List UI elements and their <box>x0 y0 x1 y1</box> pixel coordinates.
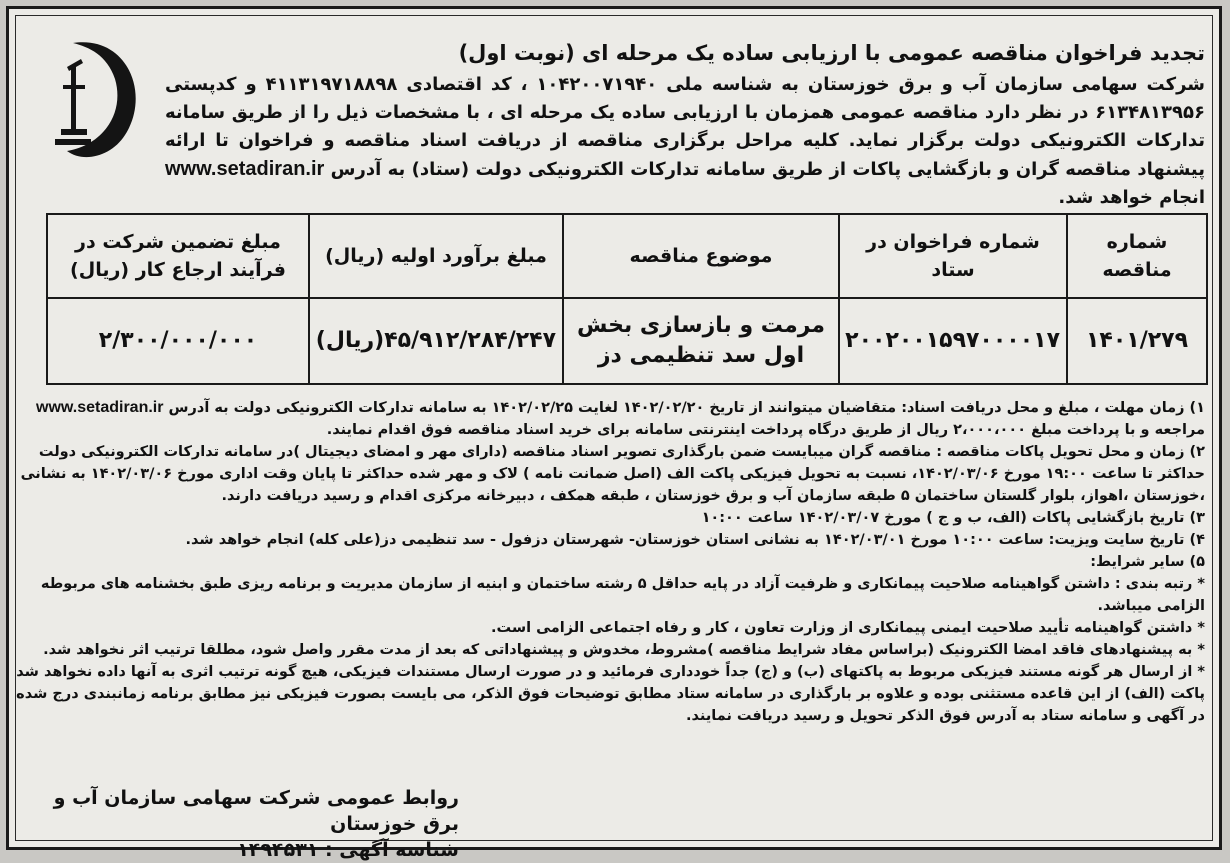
intro-text: شرکت سهامی سازمان آب و برق خوزستان به شناسه ملی ۱۰۴۲۰۰۷۱۹۴۰ ، کد اقتصادی ۴۱۱۳۱۹۷۱۸۸۹۸ و کدپستی ۶۱۳۴۸۱۳۹۵۶ در نظر دارد مناقصه عمومی همزمان با ارزیابی ساده یک مرحله ای ، با مشخصات ذیل را از طریق سامانه تدارکات الکترونیکی دولت برگزار نماید. کلیه مراحل برگزاری مناقصه از دریافت اسناد مناقصه و فراخوان تا ارائه پیشنهاد مناقصه گران و بازگشایی پاکات از طریق سامانه تدارکات الکترونیکی دولت (ستاد) به آدرس <box>165 74 1205 180</box>
item-1 <box>13 397 1205 441</box>
setad-link[interactable]: www.setadiran.ir <box>165 158 325 180</box>
cell-tender-no: ۱۴۰۱/۲۷۹ <box>1067 298 1207 384</box>
header-subject: موضوع مناقصه <box>563 214 839 298</box>
item-1-text: ۱) زمان مهلت ، مبلغ و محل دریافت اسناد: متقاضیان میتوانند از تاریخ ۱۴۰۲/۰۲/۲۰ لغایت ۱۴۰۲/۰۲/۲۵ به سامانه تدارکات الکترونیکی دولت به آدرس <box>168 400 1205 416</box>
bullet-1: * رتبه بندی : داشتن گواهینامه صلاحیت پیمانکاری و ظرفیت آزاد در پایه حداقل ۵ رشته ساختمان و ابنیه از سازمان مدیریت و برنامه ریزی طبق بخشنامه های مربوطه الزامی میباشد. <box>40 576 1205 614</box>
item-3: ۳) تاریخ بازگشایی پاکات (الف، ب و ج ) مورخ ۱۴۰۲/۰۳/۰۷ ساعت ۱۰:۰۰ <box>701 510 1205 526</box>
header-estimate: مبلغ برآورد اولیه (ریال) <box>309 214 563 298</box>
page-title: تجدید فراخوان مناقصه عمومی با ارزیابی ساده یک مرحله ای (نوبت اول) <box>458 41 1205 65</box>
bullet-4: * از ارسال هر گونه مستند فیزیکی مربوط به پاکتهای (ب) و (ج) جداً خودداری فرمائید و در صورت ارسال مستندات فیزیکی، هیچ گونه ترتیب اثری به آنها داده نخواهد شد پاکت (الف) از این قاعده مستثنی بوده و علاوه بر بارگذاری در سامانه ستاد مطابق توضیحات فوق الذکر، می بایست بصورت فیزیکی نیز مطابق برنامه زمانبندی درج شده در آگهی و سامانه ستاد به آدرس فوق الذکر تحویل و رسید دریافت نمایند. <box>16 664 1205 724</box>
conditions-section <box>13 397 1205 727</box>
intro-paragraph <box>165 71 1205 212</box>
bullet-3: * به پیشنهادهای فاقد امضا الکترونیک (براساس مفاد شرایط مناقصه )مشروط، مخدوش و پیشنهاداتی که بعد از مدت مقرر واصل شود، مطلقا ترتیب اثر نخواهد شد. <box>43 642 1205 658</box>
table-header-row <box>47 214 1207 298</box>
item-1-text-end: مراجعه و با پرداخت مبلغ ۲،۰۰۰،۰۰۰ ریال از طریق درگاه پرداخت اینترنتی سامانه برای خرید اسناد مناقصه فوق اقدام نمایند. <box>326 422 1205 438</box>
organization-logo-icon <box>33 35 147 161</box>
cell-subject: مرمت و بازسازی بخش اول سد تنظیمی دز <box>563 298 839 384</box>
notice-paper <box>6 6 1222 861</box>
cell-setad-no: ۲۰۰۲۰۰۱۵۹۷۰۰۰۰۱۷ <box>839 298 1067 384</box>
footer-ad-id: شناسه آگهی : ۱۴۹۴۵۳۱ <box>237 839 459 861</box>
cell-guarantee: ۲/۳۰۰/۰۰۰/۰۰۰ <box>47 298 309 384</box>
footer-org: روابط عمومی شرکت سهامی سازمان آب و برق خوزستان <box>53 787 459 835</box>
item-4: ۴) تاریخ سایت ویزیت: ساعت ۱۰:۰۰ مورخ ۱۴۰۲/۰۳/۰۱ به نشانی استان خوزستان- شهرستان دزفول - سد تنظیمی دز(علی کله) انجام خواهد شد. <box>185 532 1205 548</box>
intro-text-end: انجام خواهد شد. <box>1058 187 1205 208</box>
item-5: ۵) سایر شرایط: <box>1090 554 1205 570</box>
item-2: ۲) زمان و محل تحویل پاکات مناقصه : مناقصه گران میبایست ضمن بارگذاری تصویر اسناد مناقصه (دارای مهر و امضای دیجیتال )در سامانه تدارکات الکترونیکی دولت حداکثر تا ساعت ۱۹:۰۰ مورخ ۱۴۰۲/۰۳/۰۶، نسبت به تحویل فیزیکی پاکت الف (اصل ضمانت نامه ) لاک و مهر شده حداکثر تا پایان وقت اداری مورخ ۱۴۰۲/۰۳/۰۶ به نشانی ،خوزستان ،اهواز، بلوار گلستان ساختمان ۵ طبقه سازمان آب و برق خوزستان ، طبقه همکف ، دبیرخانه مرکزی اقدام و رسید دریافت دارند. <box>20 444 1205 504</box>
header-guarantee: مبلغ تضمین شرکت در فرآیند ارجاع کار (ریال) <box>47 214 309 298</box>
header-tender-no: شماره مناقصه <box>1067 214 1207 298</box>
cell-estimate: ۴۵/۹۱۲/۲۸۴/۲۴۷(ریال) <box>309 298 563 384</box>
table-row <box>47 298 1207 384</box>
bullet-2: * داشتن گواهینامه تأیید صلاحیت ایمنی پیمانکاری از وزارت تعاون ، کار و رفاه اجتماعی الزامی است. <box>490 620 1205 636</box>
header-setad-no: شماره فراخوان در ستاد <box>839 214 1067 298</box>
item-1-link[interactable]: www.setadiran.ir <box>36 399 164 416</box>
footer <box>19 785 459 863</box>
tender-table <box>46 213 1208 385</box>
